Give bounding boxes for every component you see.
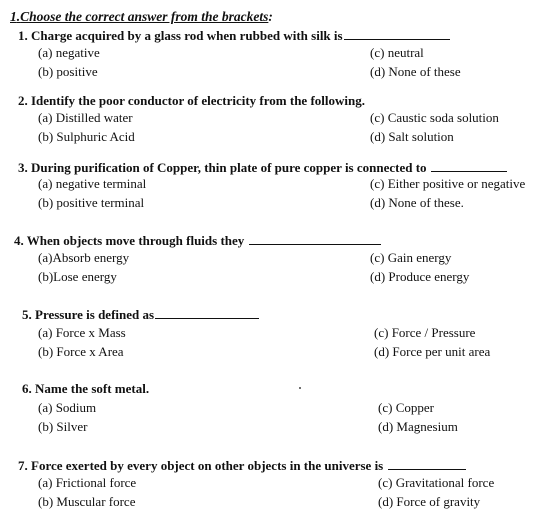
option-label: (a) xyxy=(38,475,53,490)
option-label: (b) xyxy=(38,195,54,210)
option-label: (d) xyxy=(378,419,394,434)
question-number: 6. xyxy=(22,381,32,396)
section-title-colon: : xyxy=(268,9,273,24)
question-number: 7. xyxy=(18,458,28,473)
option-b[interactable] xyxy=(38,129,135,145)
option-c[interactable] xyxy=(378,475,494,491)
option-text: None of these. xyxy=(388,195,464,210)
option-a[interactable] xyxy=(38,45,100,61)
option-text: Force x Area xyxy=(56,344,124,359)
option-label: (b) xyxy=(38,64,54,79)
option-text: Gain energy xyxy=(387,250,452,265)
option-text: positive xyxy=(56,64,98,79)
question-number: 2. xyxy=(18,93,28,108)
option-text: Silver xyxy=(56,419,88,434)
option-label: (a) xyxy=(38,110,53,125)
option-label: (c) xyxy=(378,400,393,415)
section-title xyxy=(10,9,273,25)
option-b[interactable] xyxy=(38,195,144,211)
option-label: (c) xyxy=(370,176,385,191)
question-5-stem xyxy=(22,306,259,323)
option-label: (c) xyxy=(370,250,385,265)
option-text: positive terminal xyxy=(56,195,145,210)
option-b[interactable] xyxy=(38,269,117,285)
option-label: (d) xyxy=(374,344,390,359)
option-text: Salt solution xyxy=(388,129,454,144)
option-label: (d) xyxy=(370,129,386,144)
answer-blank[interactable] xyxy=(249,232,381,245)
option-label: (c) xyxy=(378,475,393,490)
option-text: Produce energy xyxy=(388,269,470,284)
option-a[interactable] xyxy=(38,176,146,192)
section-number-dot: . xyxy=(16,9,21,24)
option-c[interactable] xyxy=(378,400,434,416)
question-number: 4. xyxy=(14,233,24,248)
option-d[interactable] xyxy=(378,419,458,435)
option-label: (a) xyxy=(38,325,53,340)
option-text: Force x Mass xyxy=(55,325,126,340)
option-a[interactable] xyxy=(38,400,96,416)
answer-blank[interactable] xyxy=(155,306,259,319)
question-3-stem xyxy=(18,159,507,176)
question-text: When objects move through fluids they xyxy=(26,233,245,248)
option-text: Magnesium xyxy=(396,419,458,434)
option-label: (d) xyxy=(370,64,386,79)
option-c[interactable] xyxy=(370,45,424,61)
option-text: Gravitational force xyxy=(395,475,495,490)
question-number: 3. xyxy=(18,160,28,175)
option-label: (c) xyxy=(374,325,389,340)
option-text: Force of gravity xyxy=(396,494,481,509)
answer-blank[interactable] xyxy=(388,457,466,470)
option-text: Copper xyxy=(395,400,434,415)
option-b[interactable] xyxy=(38,64,98,80)
option-a[interactable] xyxy=(38,250,129,266)
option-text: Force / Pressure xyxy=(391,325,476,340)
option-label: (a) xyxy=(38,45,53,60)
option-text: Frictional force xyxy=(55,475,137,490)
option-label: (b) xyxy=(38,419,54,434)
question-number: 5. xyxy=(22,307,32,322)
question-7-stem xyxy=(18,457,466,474)
question-6-stem xyxy=(22,381,149,397)
option-text: Caustic soda solution xyxy=(387,110,499,125)
option-text: neutral xyxy=(387,45,424,60)
option-d[interactable] xyxy=(378,494,480,510)
option-text: Force per unit area xyxy=(392,344,491,359)
answer-blank[interactable] xyxy=(344,27,450,40)
option-b[interactable] xyxy=(38,419,87,435)
question-number: 1. xyxy=(18,28,28,43)
option-label: (a) xyxy=(38,400,53,415)
option-text: Sulphuric Acid xyxy=(56,129,135,144)
option-label: (a) xyxy=(38,250,53,265)
option-d[interactable] xyxy=(370,64,461,80)
option-d[interactable] xyxy=(370,129,454,145)
section-number: 1 xyxy=(10,9,17,24)
option-text: Either positive or negative xyxy=(387,176,526,191)
option-a[interactable] xyxy=(38,325,126,341)
option-label: (d) xyxy=(378,494,394,509)
option-d[interactable] xyxy=(374,344,490,360)
option-c[interactable] xyxy=(370,250,451,266)
option-text: None of these xyxy=(388,64,461,79)
option-text: Lose energy xyxy=(53,269,117,284)
option-c[interactable] xyxy=(374,325,475,341)
option-b[interactable] xyxy=(38,494,135,510)
question-2-stem xyxy=(18,93,365,109)
option-text: Sodium xyxy=(55,400,97,415)
option-d[interactable] xyxy=(370,195,464,211)
option-text: Absorb energy xyxy=(52,250,130,265)
option-label: (a) xyxy=(38,176,53,191)
option-a[interactable] xyxy=(38,475,136,491)
question-text: During purification of Copper, thin plate of pure copper is connected to xyxy=(31,160,427,175)
option-c[interactable] xyxy=(370,110,499,126)
option-label: (c) xyxy=(370,45,385,60)
option-c[interactable] xyxy=(370,176,525,192)
option-text: negative xyxy=(55,45,100,60)
option-text: Muscular force xyxy=(56,494,136,509)
option-a[interactable] xyxy=(38,110,133,126)
stray-mark xyxy=(299,387,301,389)
question-text: Force exerted by every object on other objects in the universe is xyxy=(31,458,384,473)
option-label: (b) xyxy=(38,344,54,359)
option-label: (d) xyxy=(370,195,386,210)
option-label: (d) xyxy=(370,269,386,284)
question-1-stem xyxy=(18,27,450,44)
option-label: (b) xyxy=(38,269,54,284)
option-label: (c) xyxy=(370,110,385,125)
question-text: Charge acquired by a glass rod when rubbed with silk is xyxy=(31,28,343,43)
question-4-stem xyxy=(14,232,381,249)
question-text: Name the soft metal. xyxy=(35,381,150,396)
option-text: negative terminal xyxy=(55,176,147,191)
option-label: (b) xyxy=(38,129,54,144)
option-text: Distilled water xyxy=(55,110,133,125)
option-b[interactable] xyxy=(38,344,124,360)
option-label: (b) xyxy=(38,494,54,509)
option-d[interactable] xyxy=(370,269,469,285)
section-title-text: Choose the correct answer from the brackets xyxy=(20,9,269,24)
question-text: Pressure is defined as xyxy=(35,307,155,322)
question-text: Identify the poor conductor of electricity from the following. xyxy=(31,93,365,108)
answer-blank[interactable] xyxy=(431,159,507,172)
